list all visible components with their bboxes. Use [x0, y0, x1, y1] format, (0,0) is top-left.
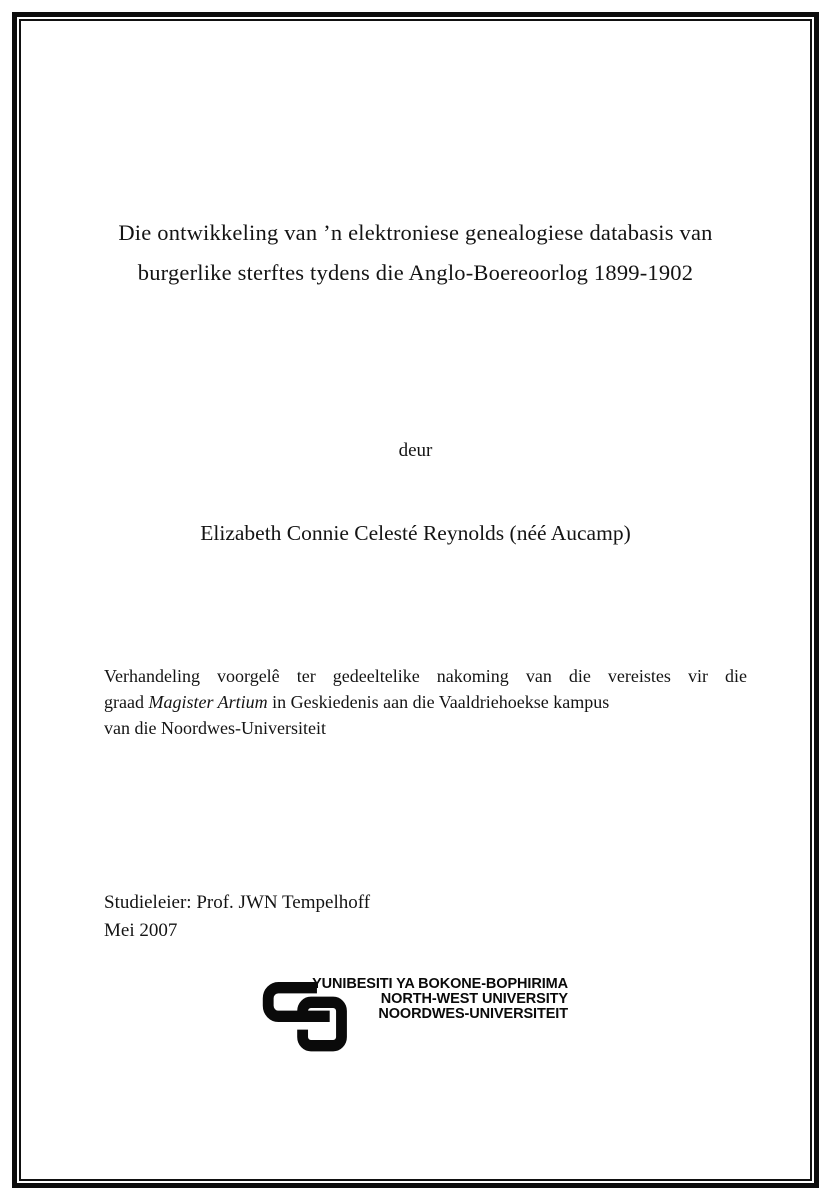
thesis-title-line1: Die ontwikkeling van ’n elektroniese genealogiese databasis van	[118, 220, 713, 245]
logo-text-afrikaans: NOORDWES-UNIVERSITEIT	[378, 1005, 568, 1022]
degree-statement	[104, 663, 747, 741]
author-name: Elizabeth Connie Celesté Reynolds (néé Aucamp)	[200, 521, 631, 545]
degree-statement-line1: Verhandeling voorgelê ter gedeeltelike nakoming van die vereistes vir die	[104, 666, 747, 686]
byline-label: deur	[398, 440, 433, 461]
supervisor-block	[104, 889, 370, 945]
degree-statement-line3: van die Noordwes-Universiteit	[104, 718, 326, 738]
university-logo-text	[300, 977, 568, 1021]
degree-statement-line2-prefix: graad	[104, 692, 149, 712]
date-line: Mei 2007	[104, 920, 178, 941]
supervisor-line: Studieleier: Prof. JWN Tempelhoff	[104, 892, 371, 913]
logo-text-english: NORTH-WEST UNIVERSITY	[380, 990, 568, 1007]
degree-statement-line2	[104, 689, 747, 715]
thesis-title	[0, 213, 831, 293]
logo-text-setswana: YUNIBESITI YA BOKONE-BOPHIRIMA	[312, 976, 568, 992]
degree-name-italic: Magister Artium	[148, 692, 268, 712]
degree-statement-line2-suffix: in Geskiedenis aan die Vaaldriehoekse kampus	[267, 692, 610, 712]
thesis-title-line2: burgerlike sterftes tydens die Anglo-Boereoorlog 1899-1902	[137, 260, 694, 285]
